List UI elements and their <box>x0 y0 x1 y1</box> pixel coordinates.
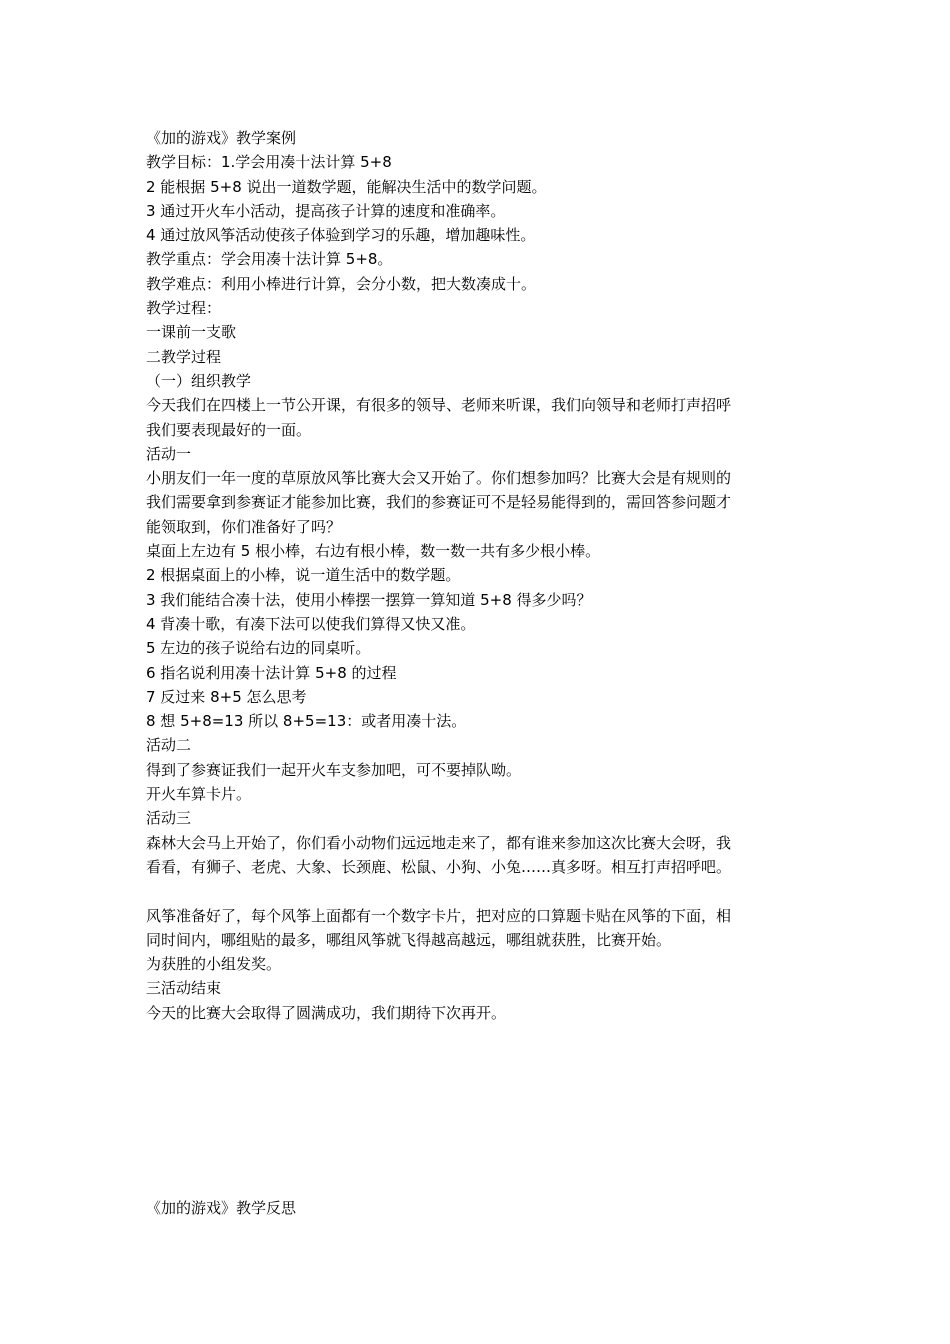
text-line: 《加的游戏》教学案例 <box>146 129 297 147</box>
text-line: 教学难点：利用小棒进行计算，会分小数，把大数凑成十。 <box>146 274 537 293</box>
text-line: 4 通过放风筝活动使孩子体验到学习的乐趣，增加趣味性。 <box>146 226 536 245</box>
text-line: 3 我们能结合凑十法，使用小棒摆一摆算一算知道 5+8 得多少吗？ <box>146 590 592 609</box>
footer-title: 《加的游戏》教学反思 <box>146 1199 297 1217</box>
text-line: 一课前一支歌 <box>146 323 237 342</box>
text-line: 得到了参赛证我们一起开火车支参加吧，可不要掉队呦。 <box>146 760 522 779</box>
text-line: 我们需要拿到参赛证才能参加比赛，我们的参赛证可不是轻易能得到的，需回答参问题才 <box>146 493 732 512</box>
text-line: 看看，有狮子、老虎、大象、长颈鹿、松鼠、小狗、小兔……真多呀。相互打声招呼吧。 <box>146 857 732 876</box>
text-line: 活动三 <box>146 809 192 828</box>
text-line: 能领取到，你们准备好了吗？ <box>146 517 342 536</box>
text-line: 4 背凑十歌，有凑下法可以使我们算得又快又准。 <box>146 614 476 633</box>
text-line: 二教学过程 <box>146 347 222 366</box>
text-line: 森林大会马上开始了，你们看小动物们远远地走来了，都有谁来参加这次比赛大会呀，我 <box>146 833 732 852</box>
text-line: 风筝准备好了，每个风筝上面都有一个数字卡片，把对应的口算题卡贴在风筝的下面，相 <box>146 906 732 925</box>
text-line: 今天的比赛大会取得了圆满成功，我们期待下次再开。 <box>146 1003 507 1022</box>
text-line: 活动一 <box>146 444 192 463</box>
document-body <box>146 126 810 1025</box>
text-line: 2 根据桌面上的小棒，说一道生活中的数学题。 <box>146 566 461 585</box>
text-line: 小朋友们一年一度的草原放风筝比赛大会又开始了。你们想参加吗？比赛大会是有规则的 <box>146 469 732 488</box>
text-line: 为获胜的小组发奖。 <box>146 955 282 974</box>
text-line: 桌面上左边有 5 根小棒，右边有根小棒，数一数一共有多少根小棒。 <box>146 542 601 561</box>
text-line: 同时间内，哪组贴的最多，哪组风筝就飞得越高越远，哪组就获胜，比赛开始。 <box>146 930 672 949</box>
text-line: 教学重点：学会用凑十法计算 5+8。 <box>146 250 393 269</box>
text-line: 6 指名说利用凑十法计算 5+8 的过程 <box>146 663 397 682</box>
text-line: 2 能根据 5+8 说出一道数学题，能解决生活中的数学问题。 <box>146 177 547 196</box>
text-line: 教学过程： <box>146 299 222 318</box>
text-line <box>146 879 810 903</box>
text-line: 活动二 <box>146 736 192 755</box>
text-line: 3 通过开火车小活动，提高孩子计算的速度和准确率。 <box>146 201 506 220</box>
text-line: 我们要表现最好的一面。 <box>146 420 312 439</box>
text-line: 5 左边的孩子说给右边的同桌听。 <box>146 639 371 658</box>
text-line: 三活动结束 <box>146 979 222 998</box>
text-line: （一）组织教学 <box>146 371 252 390</box>
text-line: 今天我们在四楼上一节公开课，有很多的领导、老师来听课，我们向领导和老师打声招呼 <box>146 396 732 415</box>
text-line: 8 想 5+8=13 所以 8+5=13：或者用凑十法。 <box>146 712 467 731</box>
text-line: 7 反过来 8+5 怎么思考 <box>146 687 307 706</box>
text-line: 教学目标：1.学会用凑十法计算 5+8 <box>146 153 392 172</box>
text-line: 开火车算卡片。 <box>146 785 252 804</box>
